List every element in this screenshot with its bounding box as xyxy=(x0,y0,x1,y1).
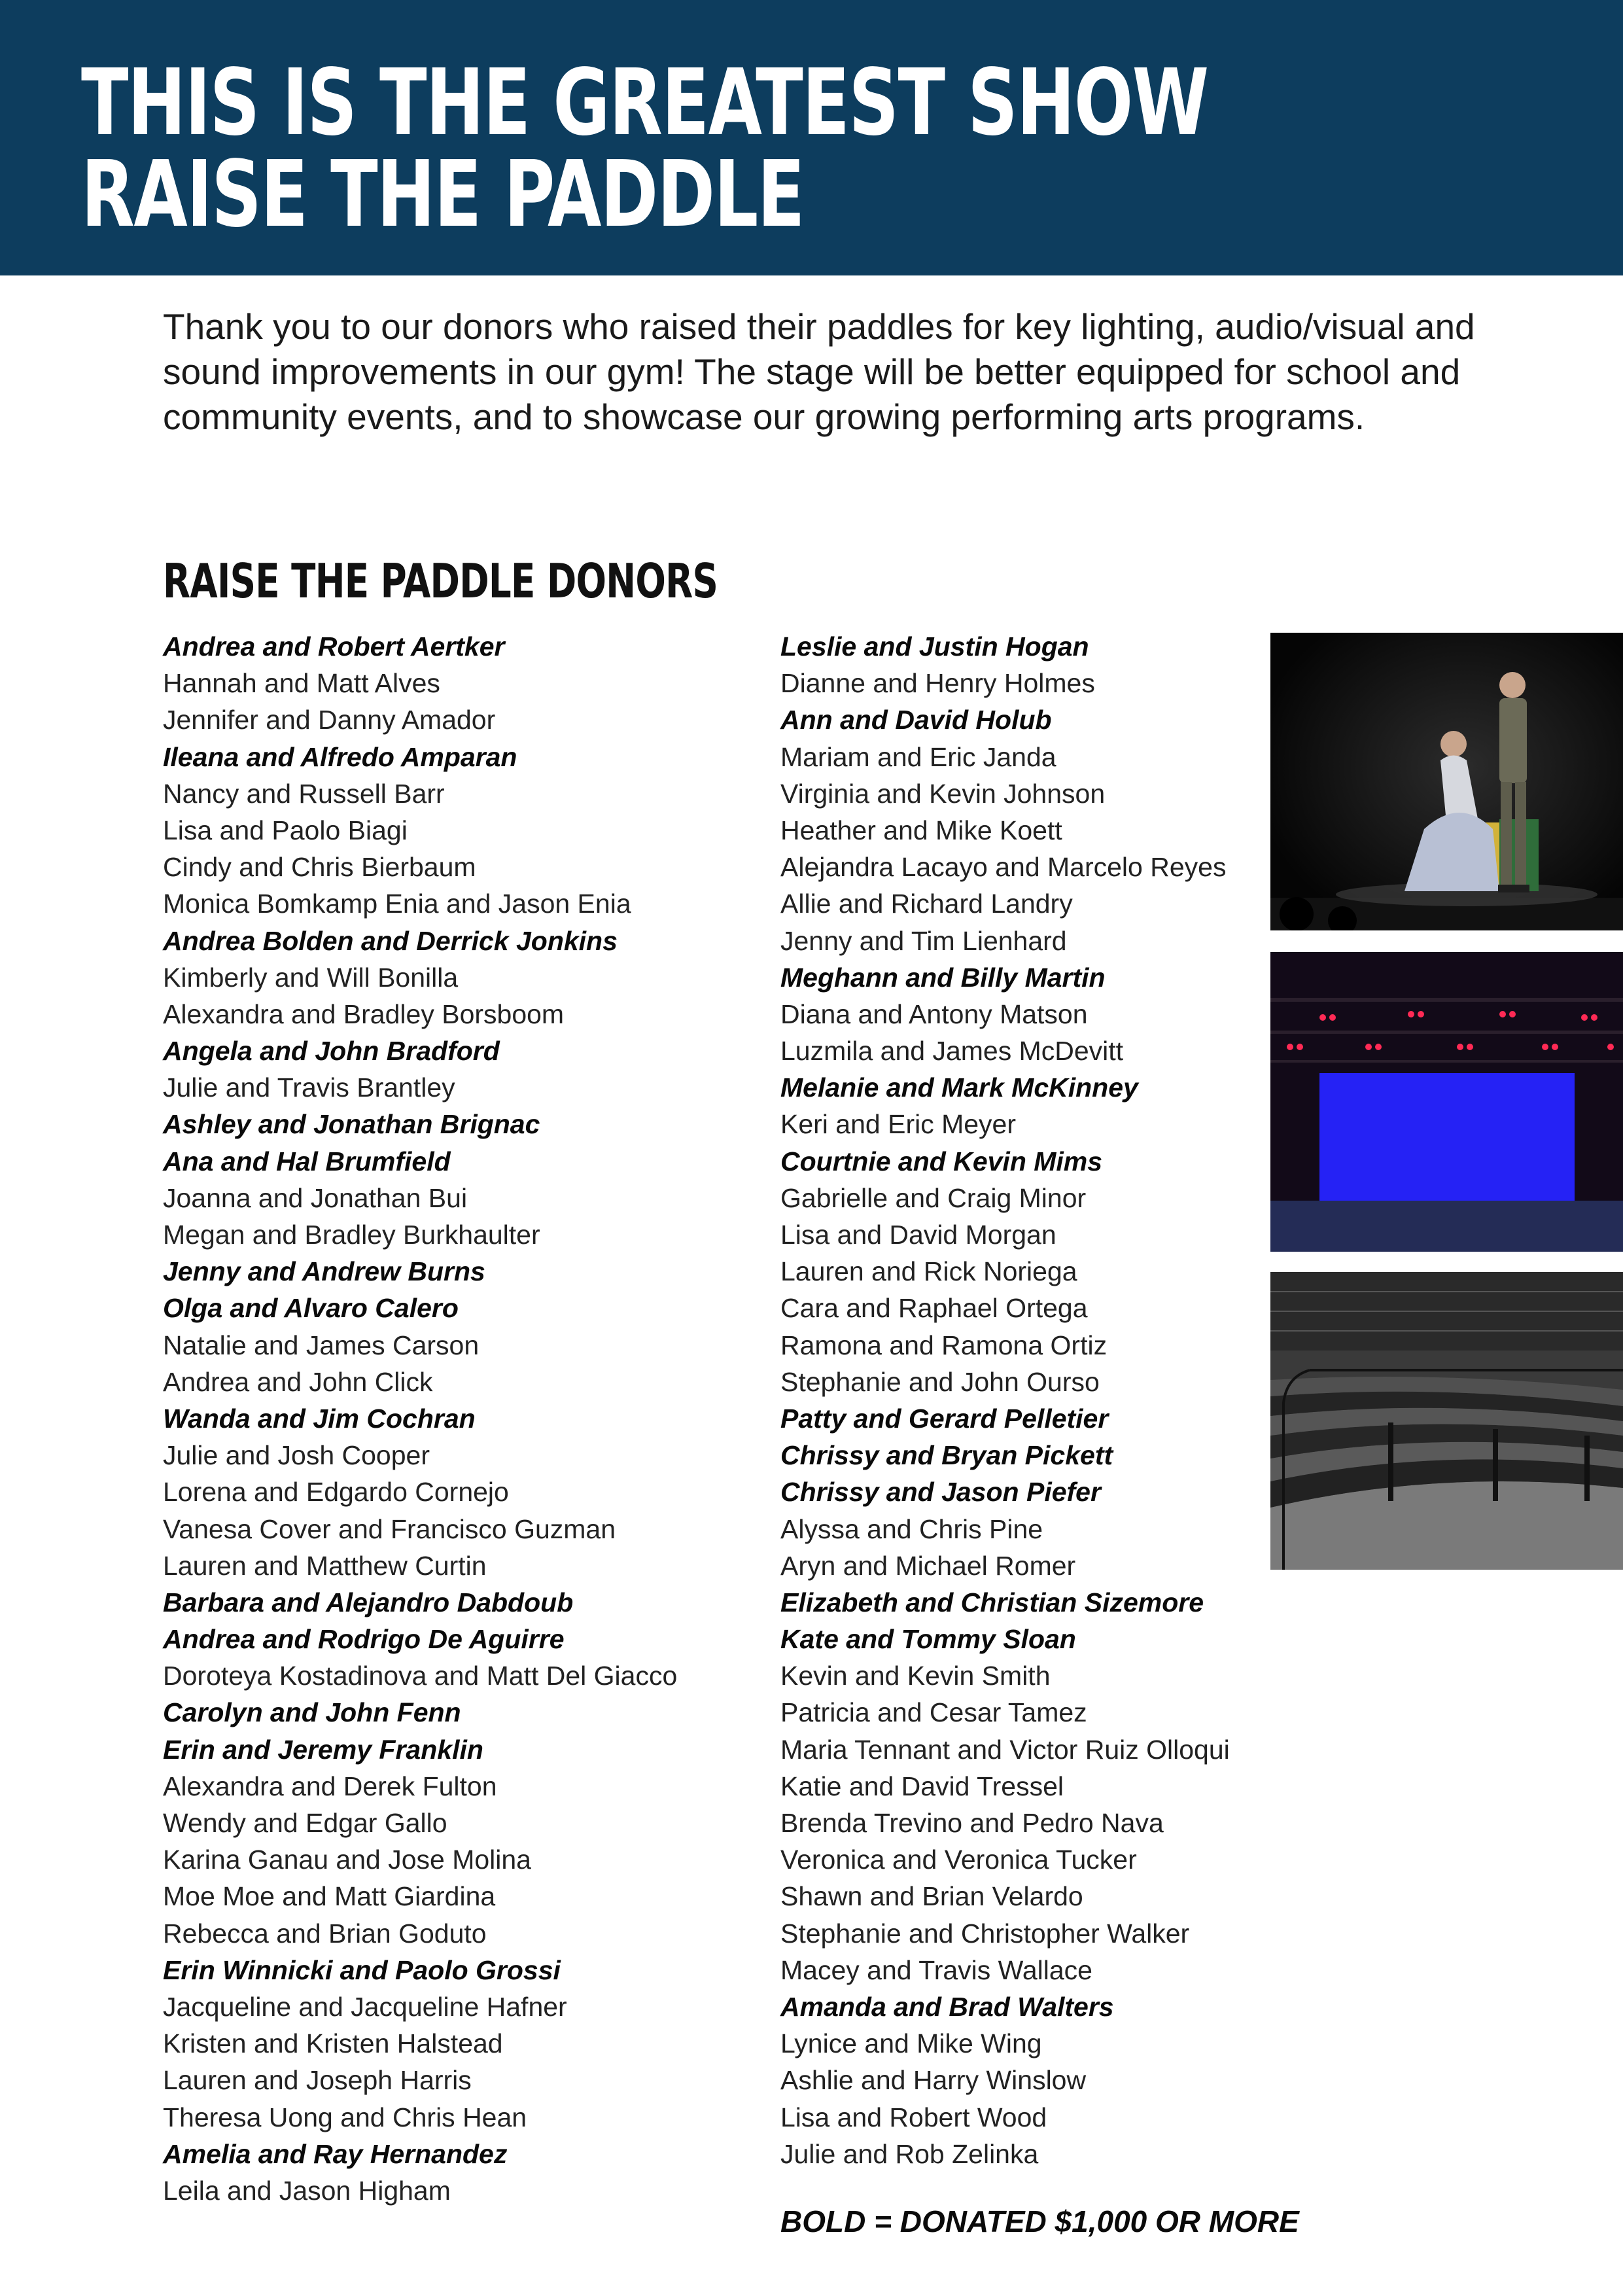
stage-lights-photo xyxy=(1270,952,1623,1252)
donor-name: Alejandra Lacayo and Marcelo Reyes xyxy=(780,852,1227,883)
donor-name: Meghann and Billy Martin xyxy=(780,962,1106,993)
donor-name: Barbara and Alejandro Dabdoub xyxy=(163,1587,574,1617)
donor-name: Virginia and Kevin Johnson xyxy=(780,778,1106,809)
donor-name: Natalie and James Carson xyxy=(163,1330,480,1360)
donor-name: Hannah and Matt Alves xyxy=(163,668,440,699)
donor-name: Kristen and Kristen Halstead xyxy=(163,2028,503,2059)
risers-seating-photo xyxy=(1270,1272,1623,1570)
donor-name: Lisa and David Morgan xyxy=(780,1220,1056,1250)
donor-name: Moe Moe and Matt Giardina xyxy=(163,1881,496,1912)
donor-name: Andrea and John Click xyxy=(163,1366,433,1397)
donor-name: Dianne and Henry Holmes xyxy=(780,668,1095,699)
donor-name: Jacqueline and Jacqueline Hafner xyxy=(163,1991,567,2022)
donor-name: Leila and Jason Higham xyxy=(163,2175,451,2206)
donor-name: Nancy and Russell Barr xyxy=(163,778,445,809)
donor-name: Lisa and Paolo Biagi xyxy=(163,815,408,845)
donor-name: Carolyn and John Fenn xyxy=(163,1697,461,1728)
donor-name: Luzmila and James McDevitt xyxy=(780,1036,1124,1067)
donor-name: Ashley and Jonathan Brignac xyxy=(163,1109,540,1140)
donor-name: Olga and Alvaro Calero xyxy=(163,1293,459,1324)
header-banner xyxy=(0,0,1623,275)
bold-legend: BOLD = DONATED $1,000 OR MORE xyxy=(780,2204,1299,2238)
section-title: RAISE THE PADDLE DONORS xyxy=(163,554,718,609)
donor-name: Elizabeth and Christian Sizemore xyxy=(780,1587,1204,1617)
donor-name: Jenny and Andrew Burns xyxy=(163,1256,485,1287)
donor-name: Lorena and Edgardo Cornejo xyxy=(163,1477,509,1508)
donor-name: Jenny and Tim Lienhard xyxy=(780,925,1067,956)
donor-name: Kevin and Kevin Smith xyxy=(780,1661,1051,1691)
donor-name: Macey and Travis Wallace xyxy=(780,1954,1092,1985)
donor-name: Shawn and Brian Velardo xyxy=(780,1881,1083,1912)
donor-name: Wendy and Edgar Gallo xyxy=(163,1808,447,1838)
donor-name: Vanesa Cover and Francisco Guzman xyxy=(163,1513,616,1544)
donor-name: Diana and Antony Matson xyxy=(780,998,1088,1029)
donor-name: Alexandra and Derek Fulton xyxy=(163,1771,497,1801)
donor-name: Stephanie and John Ourso xyxy=(780,1366,1100,1397)
donor-name: Lynice and Mike Wing xyxy=(780,2028,1042,2059)
donor-name: Julie and Josh Cooper xyxy=(163,1440,430,1471)
donor-name: Karina Ganau and Jose Molina xyxy=(163,1845,531,1875)
donor-name: Andrea and Robert Aertker xyxy=(163,631,505,662)
donor-name: Ann and David Holub xyxy=(780,705,1052,735)
donor-name: Ramona and Ramona Ortiz xyxy=(780,1330,1108,1360)
donor-name: Joanna and Jonathan Bui xyxy=(163,1182,468,1213)
page-title xyxy=(81,50,1208,248)
donor-name: Veronica and Veronica Tucker xyxy=(780,1845,1137,1875)
donor-name: Katie and David Tressel xyxy=(780,1771,1064,1801)
donor-name: Lauren and Rick Noriega xyxy=(780,1256,1077,1287)
donor-name: Heather and Mike Koett xyxy=(780,815,1062,845)
donor-name: Cindy and Chris Bierbaum xyxy=(163,852,476,883)
donor-name: Andrea Bolden and Derrick Jonkins xyxy=(163,925,618,956)
donor-name: Gabrielle and Craig Minor xyxy=(780,1182,1087,1213)
donor-name: Chrissy and Jason Piefer xyxy=(780,1477,1101,1508)
donor-name: Erin and Jeremy Franklin xyxy=(163,1734,483,1765)
donor-name: Patricia and Cesar Tamez xyxy=(780,1697,1087,1728)
donor-name: Lauren and Joseph Harris xyxy=(163,2065,472,2096)
donor-name: Cara and Raphael Ortega xyxy=(780,1293,1088,1324)
donor-name: Allie and Richard Landry xyxy=(780,889,1073,919)
intro-paragraph: Thank you to our donors who raised their paddles for key lighting, audio/visual and sound improvements in our gym! The stage will be better equipped for school and community events, and to showcase our growing performing arts programs. xyxy=(163,306,1475,437)
donor-name: Megan and Bradley Burkhaulter xyxy=(163,1220,540,1250)
donor-name: Leslie and Justin Hogan xyxy=(780,631,1089,662)
donor-name: Rebecca and Brian Goduto xyxy=(163,1918,487,1949)
donor-name: Patty and Gerard Pelletier xyxy=(780,1403,1109,1434)
donor-name: Courtnie and Kevin Mims xyxy=(780,1146,1103,1176)
donor-name: Kate and Tommy Sloan xyxy=(780,1624,1076,1655)
donor-name: Chrissy and Bryan Pickett xyxy=(780,1440,1113,1471)
donor-name: Monica Bomkamp Enia and Jason Enia xyxy=(163,889,631,919)
donor-list-left xyxy=(163,628,752,2209)
donor-name: Keri and Eric Meyer xyxy=(780,1109,1017,1140)
donor-name: Alexandra and Bradley Borsboom xyxy=(163,998,565,1029)
donor-list-right xyxy=(780,628,1278,2172)
page-title-line-2: RAISE THE PADDLE xyxy=(81,141,804,248)
donor-name: Theresa Uong and Chris Hean xyxy=(163,2102,527,2132)
donor-name: Amanda and Brad Walters xyxy=(780,1991,1114,2022)
donor-name: Alyssa and Chris Pine xyxy=(780,1513,1043,1544)
donor-name: Amelia and Ray Hernandez xyxy=(163,2138,508,2169)
donor-name: Ana and Hal Brumfield xyxy=(163,1146,451,1176)
donor-name: Jennifer and Danny Amador xyxy=(163,705,496,735)
donor-name: Aryn and Michael Romer xyxy=(780,1550,1076,1581)
donor-name: Stephanie and Christopher Walker xyxy=(780,1918,1190,1949)
donor-name: Lauren and Matthew Curtin xyxy=(163,1550,487,1581)
page-title-line-1: THIS IS THE GREATEST SHOW xyxy=(81,50,1208,156)
donor-name: Ashlie and Harry Winslow xyxy=(780,2065,1087,2096)
donor-name: Mariam and Eric Janda xyxy=(780,741,1056,772)
donor-name: Lisa and Robert Wood xyxy=(780,2102,1047,2132)
donor-name: Melanie and Mark McKinney xyxy=(780,1072,1138,1103)
stage-performance-photo xyxy=(1270,633,1623,930)
donor-name: Julie and Travis Brantley xyxy=(163,1072,455,1103)
donor-name: Erin Winnicki and Paolo Grossi xyxy=(163,1954,561,1985)
donor-name: Maria Tennant and Victor Ruiz Olloqui xyxy=(780,1734,1230,1765)
donor-name: Kimberly and Will Bonilla xyxy=(163,962,459,993)
donor-name: Andrea and Rodrigo De Aguirre xyxy=(163,1624,565,1655)
donor-name: Brenda Trevino and Pedro Nava xyxy=(780,1808,1164,1838)
donor-name: Wanda and Jim Cochran xyxy=(163,1403,476,1434)
donor-name: Julie and Rob Zelinka xyxy=(780,2138,1039,2169)
donor-name: Ileana and Alfredo Amparan xyxy=(163,741,517,772)
donor-name: Doroteya Kostadinova and Matt Del Giacco xyxy=(163,1661,678,1691)
donor-name: Angela and John Bradford xyxy=(163,1036,500,1067)
